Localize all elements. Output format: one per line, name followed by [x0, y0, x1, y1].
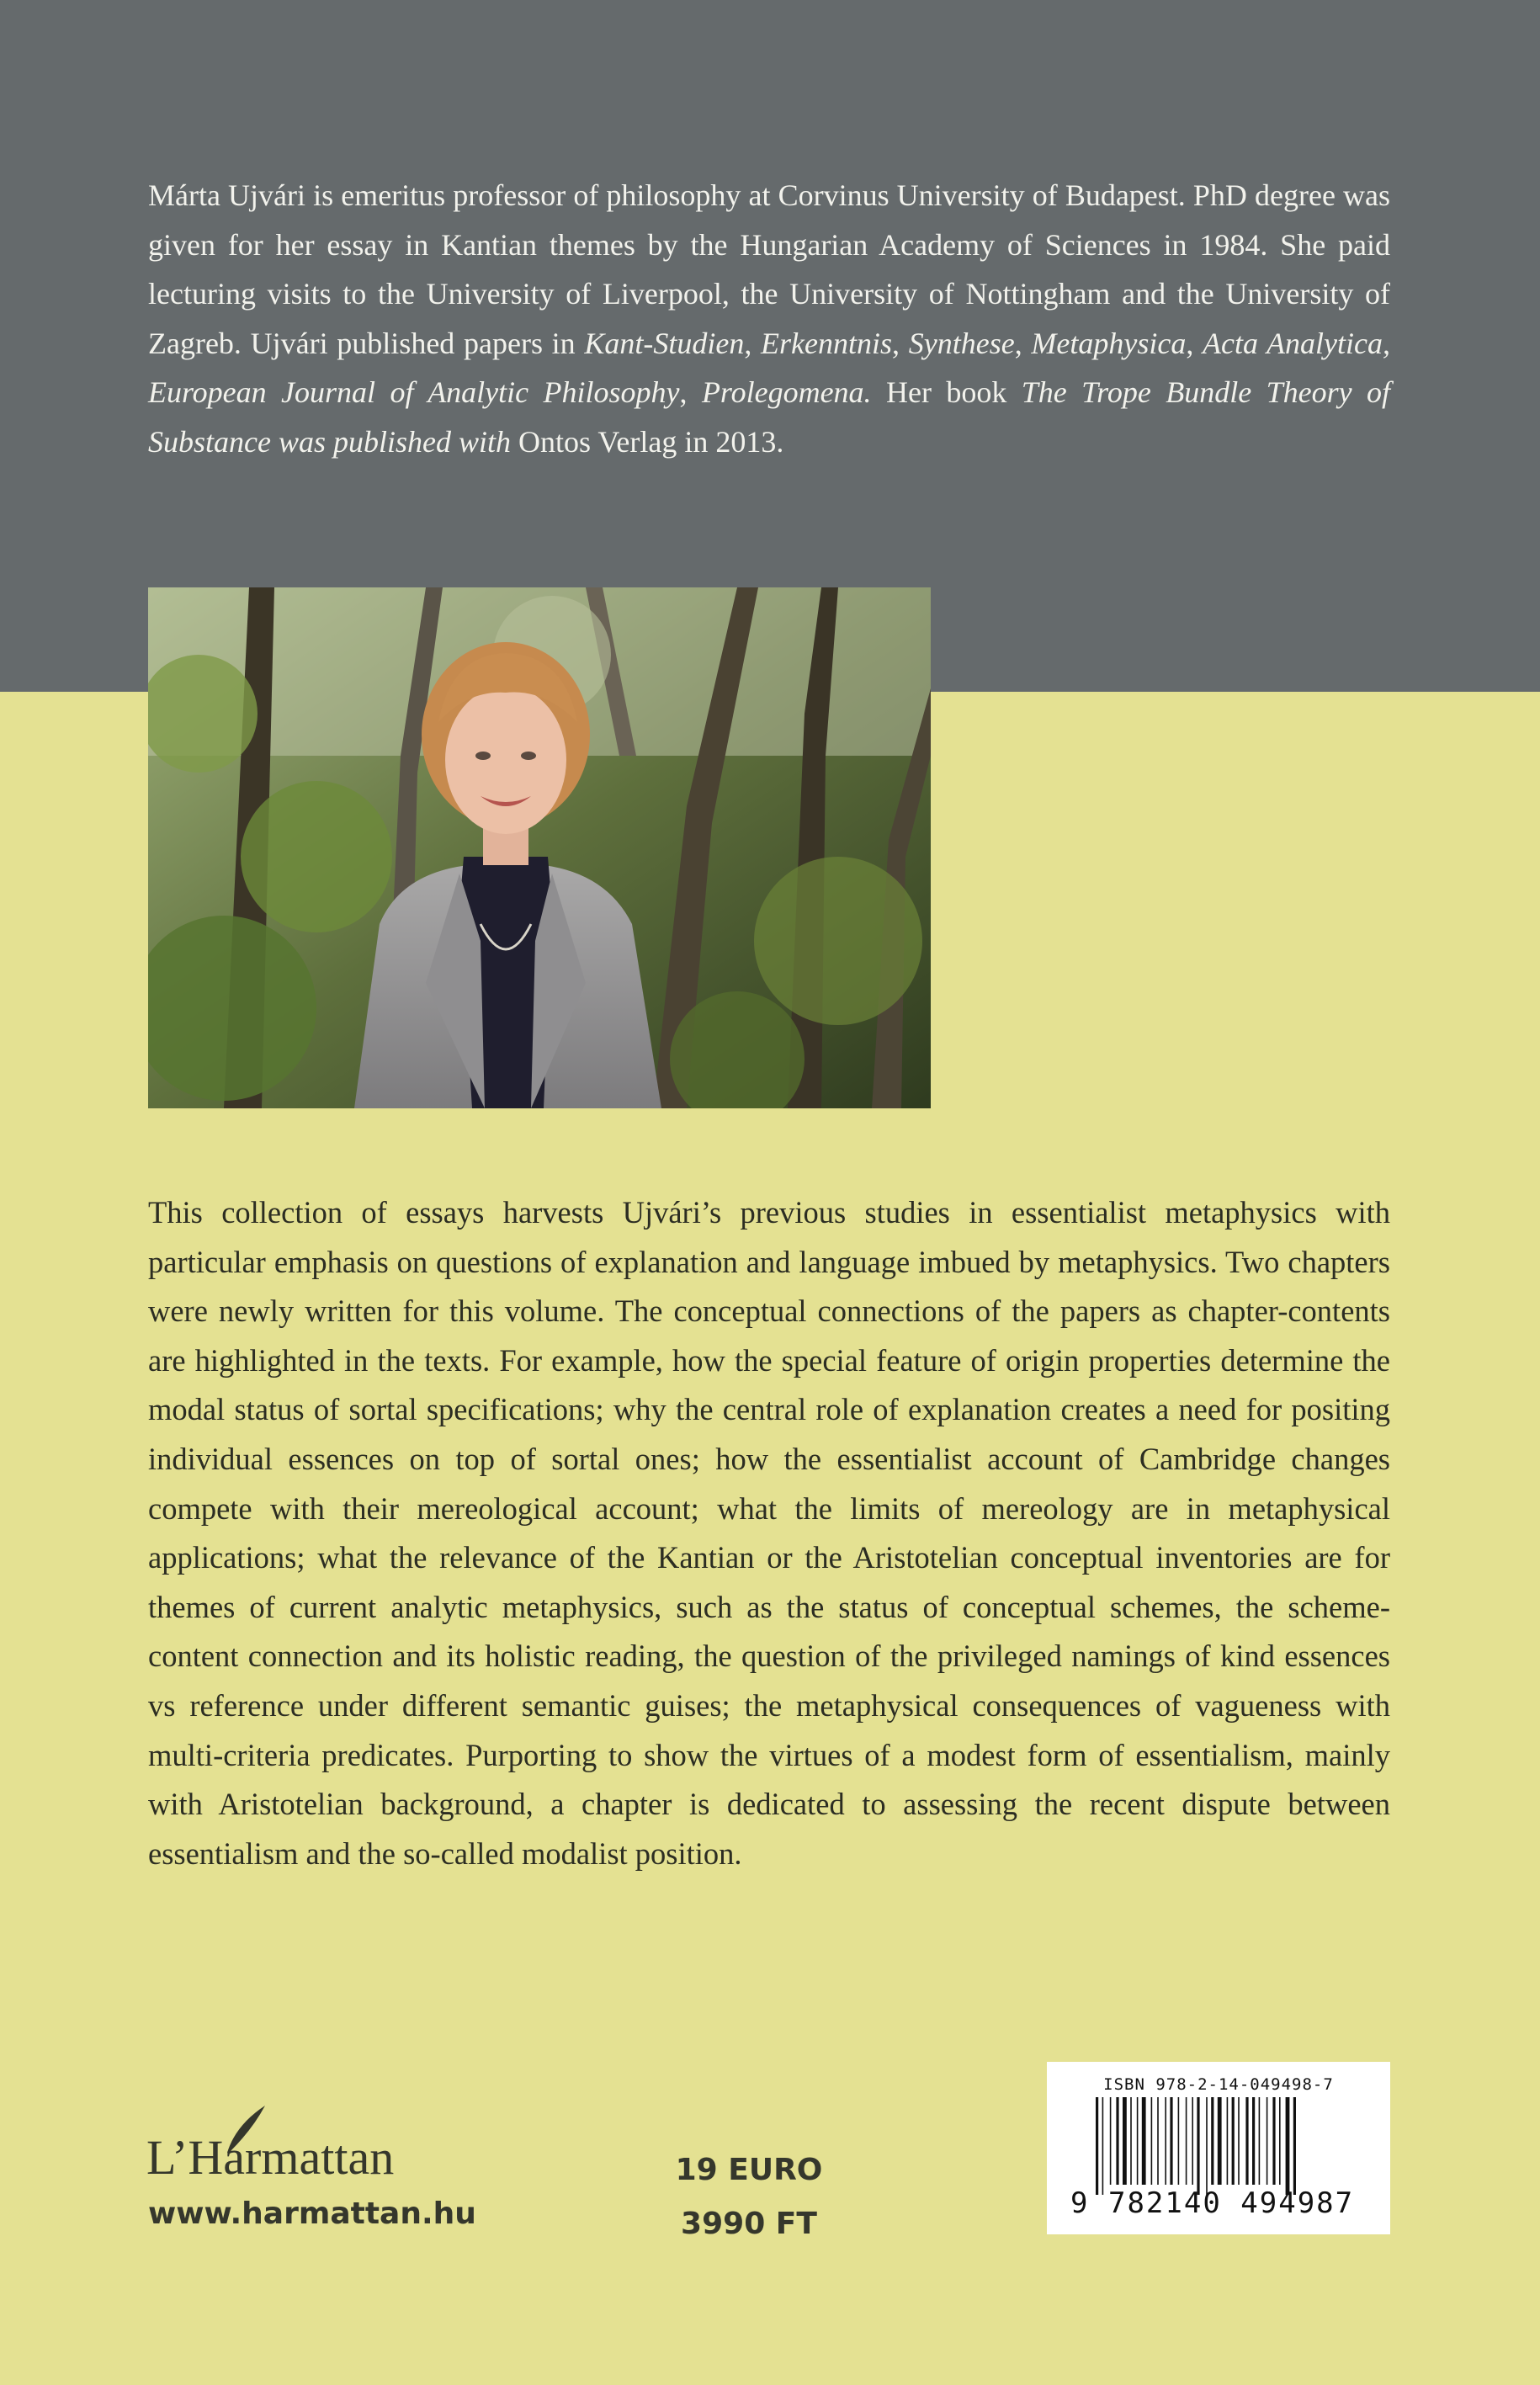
publisher-website[interactable]: www.harmattan.hu — [148, 2196, 476, 2231]
barcode-bar — [1293, 2097, 1296, 2195]
price-euro: 19 EURO — [675, 2153, 823, 2187]
barcode-bar — [1206, 2097, 1208, 2195]
barcode-bar — [1130, 2097, 1132, 2185]
barcode-bar — [1286, 2097, 1290, 2195]
barcode-bar — [1110, 2097, 1112, 2185]
barcode-bar — [1165, 2097, 1166, 2185]
book-description: This collection of essays harvests Ujvári’s previous studies in essentialist metaphysics with particular emphasis on questions of explanation and language imbued by metaphysics. Two chapters were newly written for this volume. The conceptual connections of the papers as chapter-contents are highlighted in the texts. For example, how the special feature of origin properties determine the modal status of sortal specifications; why the central role of explanation creates a need for positing individual essences on top of sortal ones; how the essentialist account of Cambridge changes compete with their mereological account; what the limits of mereology are in metaphysical applications; what the relevance of the Kantian or the Aristotelian conceptual inventories are for themes of current analytic metaphysics, such as the status of conceptual schemes, the scheme-content connection and its holistic reading, the question of the privileged namings of kind essences vs reference under different semantic guises; the metaphysical consequences of vagueness with multi-criteria predicates. Purporting to show the virtues of a modest form of essentialism, mainly with Aristotelian background, a chapter is dedicated to assessing the recent dispute between essentialism and the so-called modalist position. — [148, 1195, 1390, 1871]
barcode-bar — [1272, 2097, 1275, 2185]
barcode-bar — [1102, 2097, 1104, 2195]
author-portrait-image — [148, 587, 931, 1108]
barcode-bar — [1170, 2097, 1172, 2185]
barcode-bar — [1211, 2097, 1213, 2185]
barcode-bar — [1197, 2097, 1199, 2195]
barcode-bar — [1096, 2097, 1098, 2195]
barcode-bar — [1238, 2097, 1240, 2185]
barcode-bar — [1116, 2097, 1118, 2185]
barcode-bar — [1267, 2097, 1268, 2185]
isbn-label: ISBN 978-2-14-049498-7 — [1103, 2075, 1334, 2094]
barcode-digits: 9 782140 494987 — [1070, 2186, 1355, 2220]
price-forint: 3990 FT — [681, 2207, 817, 2241]
barcode-bar — [1232, 2097, 1235, 2185]
publisher-name: L’Harmattan — [146, 2130, 395, 2185]
barcode-bar — [1178, 2097, 1180, 2185]
barcode-bar — [1218, 2097, 1222, 2185]
price-block — [648, 2143, 850, 2251]
barcode-bar — [1186, 2097, 1187, 2185]
barcode-bar — [1137, 2097, 1139, 2185]
barcode-bar — [1245, 2097, 1248, 2185]
barcode-bar — [1157, 2097, 1159, 2185]
barcode-bar — [1142, 2097, 1146, 2185]
barcode-bar — [1259, 2097, 1261, 2185]
publisher-logo — [146, 2104, 399, 2196]
barcode-bar — [1252, 2097, 1255, 2185]
barcode-bar — [1279, 2097, 1281, 2185]
barcode-bars — [1096, 2097, 1348, 2195]
barcode-bar — [1151, 2097, 1153, 2185]
barcode-bar — [1192, 2097, 1193, 2185]
author-bio: Márta Ujvári is emeritus professor of philosophy at Corvinus University of Budapest. PhD degree was given for her essay in Kantian themes by the Hungarian Academy of Sciences in 1984. She paid lecturing visits to the University of Liverpool, the University of Nottingham and the University of Zagreb. Ujvári published papers in Kant-Studien, Erkenntnis, Synthese, Metaphysica, Acta Analytica, European Journal of Analytic Philosophy, Prolegomena. Her book The Trope Bundle Theory of Substance was published with Ontos Verlag in 2013. — [148, 178, 1391, 459]
author-photo — [148, 587, 931, 1108]
barcode-bar — [1227, 2097, 1229, 2185]
barcode — [1047, 2062, 1390, 2234]
barcode-bar — [1123, 2097, 1127, 2185]
